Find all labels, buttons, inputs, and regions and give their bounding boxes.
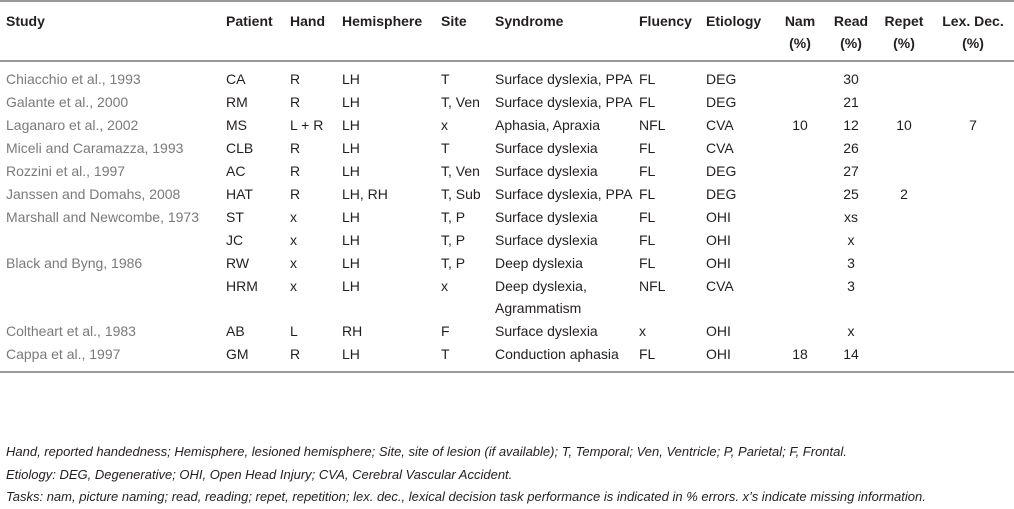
- cell-study: [0, 274, 226, 319]
- table-footnotes: [6, 441, 1006, 509]
- cell-repet: [876, 319, 932, 342]
- header-hemisphere: Hemisphere: [342, 1, 441, 61]
- cell-hemisphere: LH: [342, 342, 441, 372]
- cell-etiology: DEG: [706, 94, 737, 110]
- cell-hand: x: [290, 255, 297, 271]
- cell-patient: AB: [226, 323, 245, 339]
- table-body: [0, 61, 1014, 372]
- header-read: Read (%): [826, 1, 876, 61]
- table-row: [0, 90, 1014, 113]
- cell-hand: R: [290, 186, 301, 202]
- cell-nam: 18: [774, 342, 826, 372]
- cell-etiology: CVA: [706, 278, 734, 294]
- cell-read: 3: [847, 255, 855, 271]
- cell-repet: [876, 136, 932, 159]
- cell-fluency: FL: [639, 94, 656, 110]
- cell-nam: [774, 274, 826, 319]
- cell-syndrome: Surface dyslexia: [495, 140, 598, 156]
- header-repet: Repet (%): [876, 1, 932, 61]
- cell-syndrome: Aphasia, Apraxia: [495, 117, 601, 133]
- header-lexdec: Lex. Dec. (%): [932, 1, 1014, 61]
- cell-read: xs: [844, 209, 858, 225]
- cell-hand: R: [290, 71, 301, 87]
- cell-hand: L: [290, 323, 298, 339]
- cell-repet: [876, 61, 932, 90]
- cell-nam: [774, 182, 826, 205]
- cell-site: T, Ven: [441, 94, 480, 110]
- cell-site: x: [441, 117, 448, 133]
- cell-hand: R: [290, 140, 301, 156]
- cell-fluency: NFL: [639, 117, 666, 133]
- table-row: [0, 274, 1014, 319]
- cell-syndrome: Deep dyslexia: [495, 255, 583, 271]
- cell-etiology: CVA: [706, 117, 734, 133]
- header-patient: Patient: [226, 1, 290, 61]
- cell-read: 27: [843, 163, 859, 179]
- cell-read: x: [847, 232, 855, 248]
- cell-hemisphere: LH: [342, 117, 360, 133]
- cell-study: Marshall and Newcombe, 1973: [6, 209, 199, 225]
- table-row: [0, 228, 1014, 251]
- cell-study: Miceli and Caramazza, 1993: [6, 140, 184, 156]
- cell-nam: [774, 90, 826, 113]
- cell-hemisphere: LH: [342, 71, 360, 87]
- cell-nam: [774, 319, 826, 342]
- cell-repet: 2: [900, 186, 908, 202]
- cell-repet: [876, 159, 932, 182]
- cell-site: F: [441, 323, 450, 339]
- table-row: [0, 113, 1014, 136]
- cell-patient: RM: [226, 94, 248, 110]
- cell-hemisphere: RH: [342, 323, 363, 339]
- header-etiology: Etiology: [706, 1, 774, 61]
- cell-fluency: FL: [639, 255, 656, 271]
- cell-patient: RW: [226, 255, 250, 271]
- cell-study: Coltheart et al., 1983: [6, 323, 136, 339]
- cell-syndrome: Surface dyslexia: [495, 163, 598, 179]
- cell-hemisphere: LH: [342, 94, 360, 110]
- cell-hand: L + R: [290, 117, 324, 133]
- cell-patient: CLB: [226, 140, 254, 156]
- cell-etiology: DEG: [706, 163, 737, 179]
- cell-read: 3: [847, 278, 855, 294]
- cell-read: 25: [843, 186, 859, 202]
- cell-etiology: DEG: [706, 186, 737, 202]
- cell-read: 21: [843, 94, 859, 110]
- cell-lexdec: [932, 136, 1014, 159]
- header-fluency: Fluency: [639, 1, 706, 61]
- cell-read: 14: [826, 342, 876, 372]
- cell-nam: 10: [792, 117, 808, 133]
- cell-site: T, Ven: [441, 163, 480, 179]
- cell-fluency: FL: [639, 71, 656, 87]
- cell-hemisphere: LH: [342, 232, 360, 248]
- cell-fluency: NFL: [639, 278, 666, 294]
- cell-syndrome: Surface dyslexia, PPA: [495, 94, 633, 110]
- cell-fluency: FL: [639, 342, 706, 372]
- table-row: [0, 251, 1014, 274]
- cell-fluency: x: [639, 323, 646, 339]
- header-nam: Nam (%): [774, 1, 826, 61]
- cell-hand: R: [290, 342, 342, 372]
- cell-hand: R: [290, 94, 301, 110]
- cell-fluency: FL: [639, 163, 656, 179]
- header-syndrome: Syndrome: [495, 1, 639, 61]
- cell-study: Black and Byng, 1986: [6, 255, 143, 271]
- cell-site: x: [441, 278, 448, 294]
- cell-fluency: FL: [639, 186, 656, 202]
- cell-syndrome: Surface dyslexia: [495, 209, 598, 225]
- cell-lexdec: [932, 205, 1014, 228]
- table-row: [0, 182, 1014, 205]
- cell-nam: [774, 136, 826, 159]
- cell-repet: [876, 228, 932, 251]
- cell-hemisphere: LH: [342, 255, 360, 271]
- cell-hand: R: [290, 163, 301, 179]
- cell-lexdec: [932, 182, 1014, 205]
- table-row: [0, 136, 1014, 159]
- cell-study: Rozzini et al., 1997: [6, 163, 126, 179]
- table-row: [0, 342, 1014, 372]
- cell-repet: 10: [896, 117, 912, 133]
- cell-etiology: OHI: [706, 255, 731, 271]
- footnote-etiology: Etiology: DEG, Degenerative; OHI, Open Head Injury; CVA, Cerebral Vascular Accident.: [6, 466, 513, 482]
- cell-hemisphere: LH: [342, 163, 360, 179]
- cell-etiology: CVA: [706, 140, 734, 156]
- cell-hand: x: [290, 232, 297, 248]
- cell-lexdec: [932, 274, 1014, 319]
- header-hand: Hand: [290, 1, 342, 61]
- cell-syndrome: Deep dyslexia, Agrammatism: [495, 278, 587, 316]
- footnote-tasks: Tasks: nam, picture naming; read, reading; repet, repetition; lex. dec., lexical decision task performance is indicated in % errors. x’s indicate missing information.: [6, 489, 926, 504]
- cell-study: Janssen and Domahs, 2008: [6, 186, 181, 202]
- header-study: Study: [0, 1, 226, 61]
- cell-fluency: FL: [639, 209, 656, 225]
- cell-hand: x: [290, 278, 297, 294]
- cell-site: T, P: [441, 255, 466, 271]
- cell-patient: HRM: [226, 278, 258, 294]
- cell-lexdec: 7: [969, 117, 977, 133]
- cell-syndrome: Conduction aphasia: [495, 342, 639, 372]
- cell-site: T: [441, 71, 450, 87]
- cell-study: Laganaro et al., 2002: [6, 117, 139, 133]
- cell-nam: [774, 205, 826, 228]
- cell-nam: [774, 159, 826, 182]
- cell-syndrome: Surface dyslexia: [495, 323, 598, 339]
- cell-read: x: [847, 323, 855, 339]
- cell-repet: [876, 342, 932, 372]
- cell-etiology: DEG: [706, 71, 737, 87]
- cell-patient: CA: [226, 71, 246, 87]
- cell-study: Cappa et al., 1997: [0, 342, 226, 372]
- cell-site: T, Sub: [441, 186, 481, 202]
- cell-hemisphere: LH: [342, 140, 360, 156]
- cell-hand: x: [290, 209, 297, 225]
- table-row: [0, 159, 1014, 182]
- cell-site: T: [441, 342, 495, 372]
- cell-patient: JC: [226, 232, 244, 248]
- cell-site: T, P: [441, 209, 466, 225]
- cell-study: Galante et al., 2000: [6, 94, 129, 110]
- cell-hemisphere: LH, RH: [342, 186, 388, 202]
- cell-lexdec: [932, 90, 1014, 113]
- cell-study: [0, 228, 226, 251]
- cell-syndrome: Surface dyslexia, PPA: [495, 186, 633, 202]
- footnote-hand: Hand, reported handedness; Hemisphere, lesioned hemisphere; Site, site of lesion (if available); T, Temporal; Ven, Ventricle; P, Parietal; F, Frontal.: [6, 444, 847, 459]
- cell-syndrome: Surface dyslexia, PPA: [495, 71, 633, 87]
- cell-nam: [774, 228, 826, 251]
- cell-repet: [876, 274, 932, 319]
- cell-fluency: FL: [639, 140, 656, 156]
- header-row: [0, 1, 1014, 61]
- cell-hemisphere: LH: [342, 209, 360, 225]
- cell-read: 26: [843, 140, 859, 156]
- cell-nam: [774, 61, 826, 90]
- cell-read: 12: [843, 117, 859, 133]
- header-site: Site: [441, 1, 495, 61]
- cell-etiology: OHI: [706, 232, 731, 248]
- cell-repet: [876, 251, 932, 274]
- cell-fluency: FL: [639, 232, 656, 248]
- cell-lexdec: [932, 342, 1014, 372]
- cell-patient: AC: [226, 163, 246, 179]
- table-row: [0, 205, 1014, 228]
- cell-lexdec: [932, 251, 1014, 274]
- cell-site: T, P: [441, 232, 466, 248]
- cell-patient: MS: [226, 117, 247, 133]
- cell-lexdec: [932, 319, 1014, 342]
- cell-lexdec: [932, 159, 1014, 182]
- cell-patient: GM: [226, 342, 290, 372]
- cell-read: 30: [843, 71, 859, 87]
- cell-patient: ST: [226, 209, 244, 225]
- cell-patient: HAT: [226, 186, 253, 202]
- table-row: [0, 61, 1014, 90]
- cell-etiology: OHI: [706, 209, 731, 225]
- cell-etiology: OHI: [706, 342, 774, 372]
- cell-site: T: [441, 140, 450, 156]
- cell-study: Chiacchio et al., 1993: [6, 71, 141, 87]
- cell-syndrome: Surface dyslexia: [495, 232, 598, 248]
- cell-lexdec: [932, 228, 1014, 251]
- table-row: [0, 319, 1014, 342]
- cell-repet: [876, 90, 932, 113]
- cell-etiology: OHI: [706, 323, 731, 339]
- cell-repet: [876, 205, 932, 228]
- cell-nam: [774, 251, 826, 274]
- cell-hemisphere: LH: [342, 278, 360, 294]
- cell-lexdec: [932, 61, 1014, 90]
